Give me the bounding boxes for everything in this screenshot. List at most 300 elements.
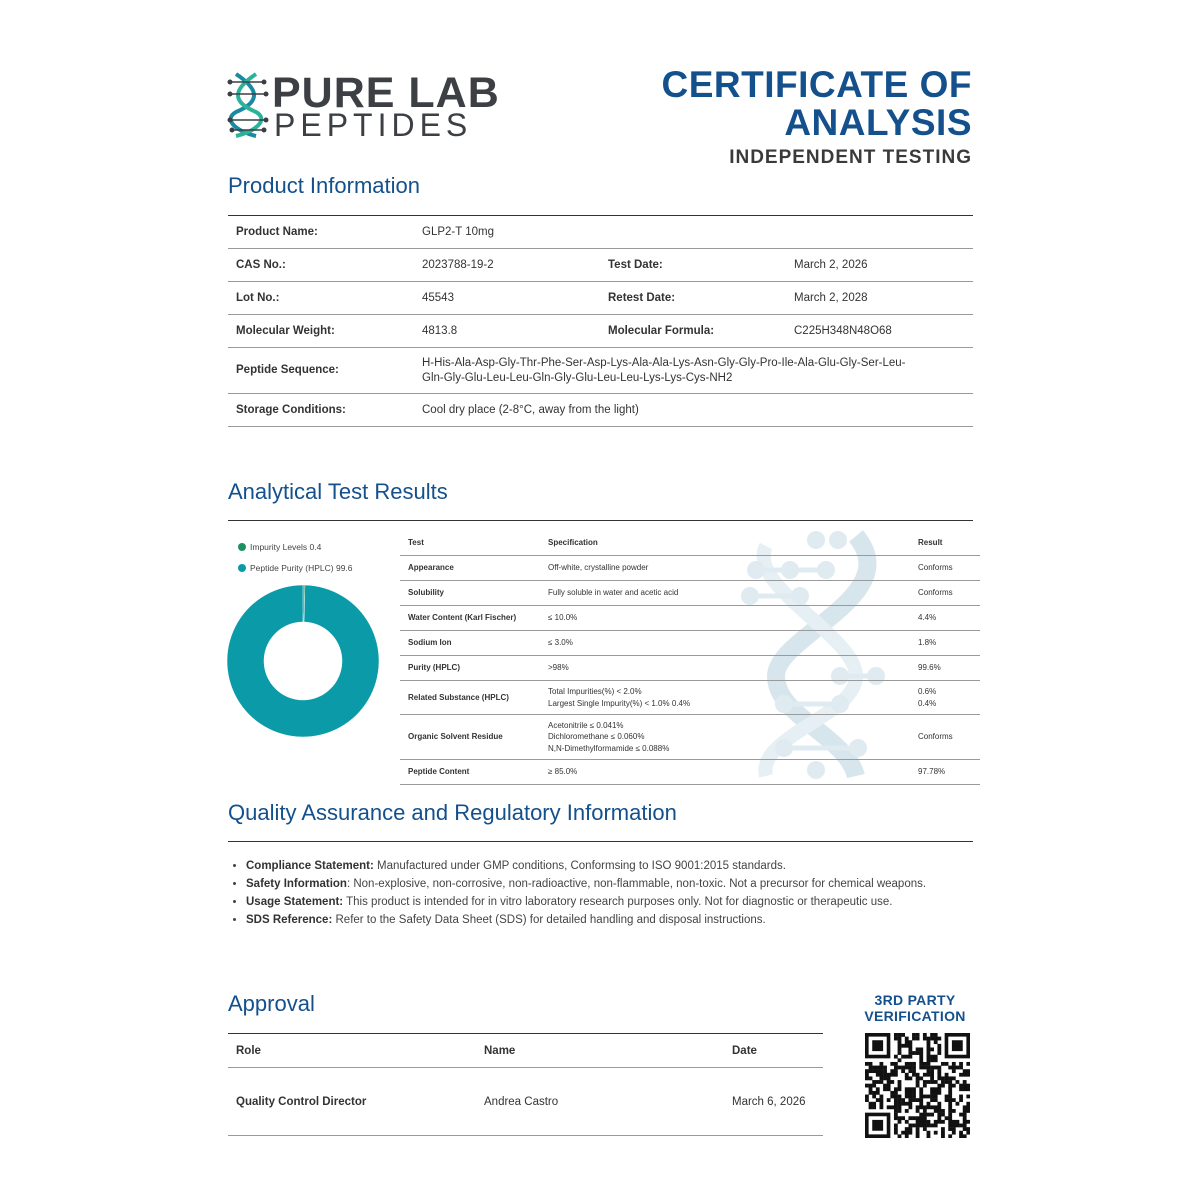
qr-module <box>894 1116 898 1120</box>
qr-module <box>883 1069 887 1073</box>
qr-module <box>948 1120 952 1124</box>
table-row <box>400 556 980 581</box>
qr-module <box>927 1124 931 1128</box>
qr-module <box>898 1040 902 1044</box>
qr-module <box>890 1095 894 1099</box>
table-row <box>400 760 980 785</box>
table-row <box>228 315 973 348</box>
qr-module <box>883 1066 887 1070</box>
legend-label: Impurity Levels 0.4 <box>250 542 322 552</box>
qr-module <box>934 1087 938 1091</box>
qr-module <box>908 1044 912 1048</box>
qr-module <box>948 1066 952 1070</box>
qr-module <box>869 1069 873 1073</box>
qr-module <box>908 1131 912 1135</box>
qr-module <box>948 1109 952 1113</box>
qr-module <box>865 1073 869 1077</box>
qr-module <box>908 1051 912 1055</box>
qr-module <box>966 1105 970 1109</box>
qr-module <box>934 1033 938 1037</box>
qr-module <box>901 1033 905 1037</box>
qr-module <box>927 1120 931 1124</box>
qr-module <box>869 1091 873 1095</box>
qr-module <box>927 1095 931 1099</box>
table-row <box>400 715 980 760</box>
qr-module <box>894 1062 898 1066</box>
qr-module <box>930 1124 934 1128</box>
list-item <box>246 911 991 929</box>
qr-module <box>952 1066 956 1070</box>
qr-module <box>919 1047 923 1051</box>
qr-module <box>879 1073 883 1077</box>
table-row <box>228 348 973 394</box>
qr-module <box>894 1109 898 1113</box>
qr-module <box>912 1037 916 1041</box>
peptide-sequence-line1: H-His-Ala-Asp-Gly-Thr-Phe-Ser-Asp-Lys-Ala-Ala-Lys-Asn-Gly-Gly-Pro-Ile-Ala-Glu-Gly-Ser-Leu- <box>422 356 906 369</box>
qr-module <box>894 1095 898 1099</box>
qr-module <box>872 1066 876 1070</box>
list-item <box>246 857 991 875</box>
test-date-value: March 2, 2026 <box>786 249 973 282</box>
certificate-title <box>661 66 972 142</box>
qr-module <box>872 1080 876 1084</box>
qr-module <box>905 1076 909 1080</box>
test-name: Related Substance (HPLC) <box>400 681 540 715</box>
qr-module <box>908 1095 912 1099</box>
qr-module <box>923 1033 927 1037</box>
qa-item-label: Safety Information <box>246 878 347 890</box>
qr-module <box>916 1047 920 1051</box>
section-divider <box>228 841 973 842</box>
spec-line: Fully soluble in water and acetic acid <box>548 588 679 598</box>
qr-module <box>919 1102 923 1106</box>
qr-module <box>963 1073 967 1077</box>
qr-module <box>905 1120 909 1124</box>
molecular-formula-label: Molecular Formula: <box>600 315 786 348</box>
qr-module <box>865 1095 869 1099</box>
qr-module <box>879 1102 883 1106</box>
qr-module <box>887 1076 891 1080</box>
qr-module <box>945 1095 949 1099</box>
qr-module <box>923 1127 927 1131</box>
qr-module <box>934 1037 938 1041</box>
header-specification: Specification <box>540 531 910 556</box>
qr-module <box>945 1098 949 1102</box>
qr-module <box>948 1124 952 1128</box>
qr-module <box>959 1084 963 1088</box>
test-specification <box>540 606 910 631</box>
qr-module <box>879 1080 883 1084</box>
qr-finder-pattern <box>872 1120 883 1131</box>
qr-module <box>905 1040 909 1044</box>
chart-legend-purity <box>238 563 353 573</box>
qr-module <box>883 1076 887 1080</box>
qr-module <box>963 1069 967 1073</box>
qr-module <box>912 1095 916 1099</box>
certificate-title-line2: ANALYSIS <box>784 102 972 143</box>
qr-module <box>908 1102 912 1106</box>
qr-module <box>948 1084 952 1088</box>
qa-item-text: Refer to the Safety Data Sheet (SDS) for detailed handling and disposal instructions. <box>332 914 766 926</box>
qr-module <box>927 1134 931 1138</box>
qr-module <box>963 1127 967 1131</box>
test-name: Solubility <box>400 581 540 606</box>
qr-module <box>937 1116 941 1120</box>
qr-module <box>894 1055 898 1059</box>
qr-module <box>952 1109 956 1113</box>
qr-module <box>916 1076 920 1080</box>
qr-module <box>894 1033 898 1037</box>
qr-module <box>956 1120 960 1124</box>
qr-module <box>930 1069 934 1073</box>
qr-module <box>916 1098 920 1102</box>
approver-name: Andrea Castro <box>476 1068 724 1136</box>
qr-module <box>952 1069 956 1073</box>
qr-module <box>890 1073 894 1077</box>
qr-module <box>923 1116 927 1120</box>
qr-module <box>908 1124 912 1128</box>
qr-module <box>916 1109 920 1113</box>
qr-module <box>883 1084 887 1088</box>
qr-module <box>916 1134 920 1138</box>
qr-module <box>948 1098 952 1102</box>
qr-module <box>894 1131 898 1135</box>
qr-module <box>905 1037 909 1041</box>
qr-module <box>879 1062 883 1066</box>
qr-module <box>869 1084 873 1088</box>
molecular-weight-label: Molecular Weight: <box>228 315 414 348</box>
qr-module <box>898 1134 902 1138</box>
qr-module <box>894 1073 898 1077</box>
test-result <box>910 631 980 656</box>
qr-module <box>959 1062 963 1066</box>
qr-module <box>919 1058 923 1062</box>
list-item <box>246 893 991 911</box>
qr-module <box>912 1091 916 1095</box>
qr-module <box>937 1084 941 1088</box>
qr-module <box>963 1113 967 1117</box>
qr-module <box>937 1109 941 1113</box>
qr-module <box>912 1124 916 1128</box>
qr-module <box>919 1062 923 1066</box>
qr-module <box>923 1037 927 1041</box>
qr-module <box>898 1105 902 1109</box>
header-role: Role <box>228 1034 476 1068</box>
qr-module <box>887 1073 891 1077</box>
qr-module <box>923 1084 927 1088</box>
qr-module <box>948 1076 952 1080</box>
header-result: Result <box>910 531 980 556</box>
qr-module <box>872 1084 876 1088</box>
qr-module <box>930 1113 934 1117</box>
test-name: Water Content (Karl Fischer) <box>400 606 540 631</box>
qr-module <box>872 1091 876 1095</box>
qr-module <box>887 1084 891 1088</box>
qr-module <box>937 1102 941 1106</box>
donut-slice-purity <box>227 585 379 737</box>
qr-module <box>912 1069 916 1073</box>
qr-module <box>916 1037 920 1041</box>
qr-module <box>912 1033 916 1037</box>
qr-module <box>927 1047 931 1051</box>
qr-module <box>879 1069 883 1073</box>
qr-module <box>916 1051 920 1055</box>
qr-code-icon[interactable] <box>865 1033 970 1138</box>
qr-module <box>916 1116 920 1120</box>
test-result <box>910 681 980 715</box>
test-name: Sodium Ion <box>400 631 540 656</box>
spec-line: N,N-Dimethylformamide ≤ 0.088% <box>548 743 670 753</box>
qr-module <box>912 1087 916 1091</box>
qr-module <box>934 1105 938 1109</box>
qr-module <box>941 1120 945 1124</box>
qr-module <box>894 1066 898 1070</box>
qr-module <box>923 1109 927 1113</box>
qr-module <box>865 1098 869 1102</box>
spec-line: Largest Single Impurity(%) < 1.0% 0.4% <box>548 698 691 708</box>
qr-module <box>952 1084 956 1088</box>
qr-module <box>930 1080 934 1084</box>
qr-module <box>894 1102 898 1106</box>
qr-module <box>927 1058 931 1062</box>
qr-module <box>916 1084 920 1088</box>
qr-module <box>905 1091 909 1095</box>
qr-module <box>952 1120 956 1124</box>
qr-module <box>905 1055 909 1059</box>
qr-module <box>901 1098 905 1102</box>
qr-module <box>908 1098 912 1102</box>
qr-module <box>945 1076 949 1080</box>
qr-module <box>919 1098 923 1102</box>
qr-module <box>963 1116 967 1120</box>
qr-module <box>941 1080 945 1084</box>
qr-module <box>941 1131 945 1135</box>
qr-module <box>948 1091 952 1095</box>
qr-module <box>937 1047 941 1051</box>
qr-module <box>876 1080 880 1084</box>
qr-module <box>905 1131 909 1135</box>
qr-module <box>905 1073 909 1077</box>
qr-module <box>916 1073 920 1077</box>
qr-module <box>959 1087 963 1091</box>
qr-module <box>927 1131 931 1135</box>
qr-module <box>941 1134 945 1138</box>
qr-module <box>908 1116 912 1120</box>
qr-module <box>948 1105 952 1109</box>
qr-module <box>927 1102 931 1106</box>
qr-module <box>937 1105 941 1109</box>
qr-module <box>901 1102 905 1106</box>
test-result <box>910 581 980 606</box>
qa-item-label: Compliance Statement: <box>246 860 374 872</box>
qr-module <box>945 1080 949 1084</box>
qr-module <box>890 1105 894 1109</box>
peptide-sequence-line2: Gln-Gly-Glu-Leu-Leu-Gln-Gly-Glu-Leu-Leu-Lys-Lys-Cys-NH2 <box>422 371 733 384</box>
qr-module <box>879 1098 883 1102</box>
qr-module <box>908 1055 912 1059</box>
qr-module <box>927 1073 931 1077</box>
qr-module <box>923 1120 927 1124</box>
qr-module <box>930 1047 934 1051</box>
qr-module <box>948 1087 952 1091</box>
qr-module <box>905 1127 909 1131</box>
qr-module <box>937 1037 941 1041</box>
qr-module <box>941 1084 945 1088</box>
qr-module <box>919 1124 923 1128</box>
qr-module <box>934 1120 938 1124</box>
approval-title: Approval <box>228 991 315 1016</box>
qr-module <box>959 1113 963 1117</box>
result-line: 99.6% <box>918 663 941 673</box>
qr-module <box>963 1084 967 1088</box>
peptide-sequence-value <box>414 348 973 394</box>
qr-module <box>879 1076 883 1080</box>
qr-module <box>934 1066 938 1070</box>
qr-module <box>934 1058 938 1062</box>
qr-module <box>948 1102 952 1106</box>
test-name: Peptide Content <box>400 760 540 785</box>
qr-module <box>919 1076 923 1080</box>
qr-module <box>927 1037 931 1041</box>
qr-module <box>908 1091 912 1095</box>
purity-donut-chart <box>226 584 380 738</box>
spec-line: ≥ 85.0% <box>548 767 578 777</box>
qr-module <box>952 1098 956 1102</box>
legend-dot-icon <box>238 543 246 551</box>
qr-module <box>894 1105 898 1109</box>
qr-module <box>894 1098 898 1102</box>
test-specification <box>540 760 910 785</box>
qr-module <box>966 1087 970 1091</box>
qr-module <box>898 1051 902 1055</box>
qr-module <box>941 1062 945 1066</box>
qr-module <box>883 1087 887 1091</box>
qr-module <box>919 1087 923 1091</box>
qr-module <box>966 1127 970 1131</box>
qr-module <box>963 1124 967 1128</box>
qr-module <box>941 1109 945 1113</box>
result-line: Conforms <box>918 588 953 598</box>
qr-module <box>948 1134 952 1138</box>
qr-module <box>945 1116 949 1120</box>
qr-module <box>894 1127 898 1131</box>
qr-module <box>879 1105 883 1109</box>
test-name: Purity (HPLC) <box>400 656 540 681</box>
qr-module <box>916 1033 920 1037</box>
list-item <box>246 875 991 893</box>
qr-module <box>952 1076 956 1080</box>
qr-module <box>869 1102 873 1106</box>
table-row <box>400 656 980 681</box>
qr-module <box>890 1080 894 1084</box>
cas-label: CAS No.: <box>228 249 414 282</box>
qr-module <box>876 1069 880 1073</box>
spec-line: Total Impurities(%) < 2.0% <box>548 687 642 696</box>
qr-module <box>916 1105 920 1109</box>
qr-module <box>959 1124 963 1128</box>
brand-logo-icon <box>226 72 270 138</box>
qr-module <box>930 1076 934 1080</box>
qr-module <box>956 1080 960 1084</box>
qr-module <box>905 1095 909 1099</box>
qr-module <box>923 1080 927 1084</box>
qr-module <box>948 1080 952 1084</box>
qr-module <box>887 1087 891 1091</box>
qr-module <box>908 1076 912 1080</box>
qr-module <box>948 1113 952 1117</box>
qr-module <box>927 1055 931 1059</box>
qr-module <box>919 1116 923 1120</box>
qr-module <box>919 1105 923 1109</box>
qr-module <box>923 1095 927 1099</box>
qr-module <box>898 1084 902 1088</box>
test-date-label: Test Date: <box>600 249 786 282</box>
qr-module <box>901 1044 905 1048</box>
qr-module <box>916 1127 920 1131</box>
qr-module <box>934 1080 938 1084</box>
result-line: 97.78% <box>918 767 946 777</box>
test-specification <box>540 556 910 581</box>
qa-list <box>228 857 991 929</box>
qr-module <box>952 1124 956 1128</box>
qr-module <box>966 1109 970 1113</box>
table-row <box>400 581 980 606</box>
test-result <box>910 556 980 581</box>
test-specification <box>540 715 910 760</box>
qr-module <box>952 1127 956 1131</box>
spec-line: Off-white, crystalline powder <box>548 563 649 573</box>
qr-module <box>941 1076 945 1080</box>
qr-module <box>908 1066 912 1070</box>
qr-module <box>879 1066 883 1070</box>
qr-module <box>919 1113 923 1117</box>
product-name-label: Product Name: <box>228 216 414 249</box>
qr-module <box>894 1113 898 1117</box>
verification-line1: 3RD PARTY <box>874 992 956 1008</box>
test-result <box>910 606 980 631</box>
qr-module <box>934 1124 938 1128</box>
qr-module <box>865 1062 869 1066</box>
retest-date-label: Retest Date: <box>600 282 786 315</box>
header-date: Date <box>724 1034 823 1068</box>
test-name: Organic Solvent Residue <box>400 715 540 760</box>
qr-module <box>923 1113 927 1117</box>
qr-module <box>930 1037 934 1041</box>
qr-module <box>930 1098 934 1102</box>
qr-module <box>930 1058 934 1062</box>
qa-title: Quality Assurance and Regulatory Information <box>228 800 677 825</box>
qr-module <box>956 1066 960 1070</box>
product-name-value: GLP2-T 10mg <box>414 216 973 249</box>
qr-module <box>898 1044 902 1048</box>
qr-module <box>937 1044 941 1048</box>
approver-role: Quality Control Director <box>228 1068 476 1136</box>
qr-module <box>898 1116 902 1120</box>
legend-dot-icon <box>238 564 246 572</box>
qr-finder-pattern <box>952 1040 963 1051</box>
qr-module <box>869 1087 873 1091</box>
qr-module <box>941 1127 945 1131</box>
qr-module <box>919 1091 923 1095</box>
qr-module <box>937 1051 941 1055</box>
header-name: Name <box>476 1034 724 1068</box>
qr-module <box>937 1113 941 1117</box>
result-line: 1.8% <box>918 638 937 648</box>
analytical-results-table <box>400 531 980 785</box>
qr-module <box>930 1091 934 1095</box>
qr-module <box>923 1062 927 1066</box>
qr-module <box>916 1131 920 1135</box>
